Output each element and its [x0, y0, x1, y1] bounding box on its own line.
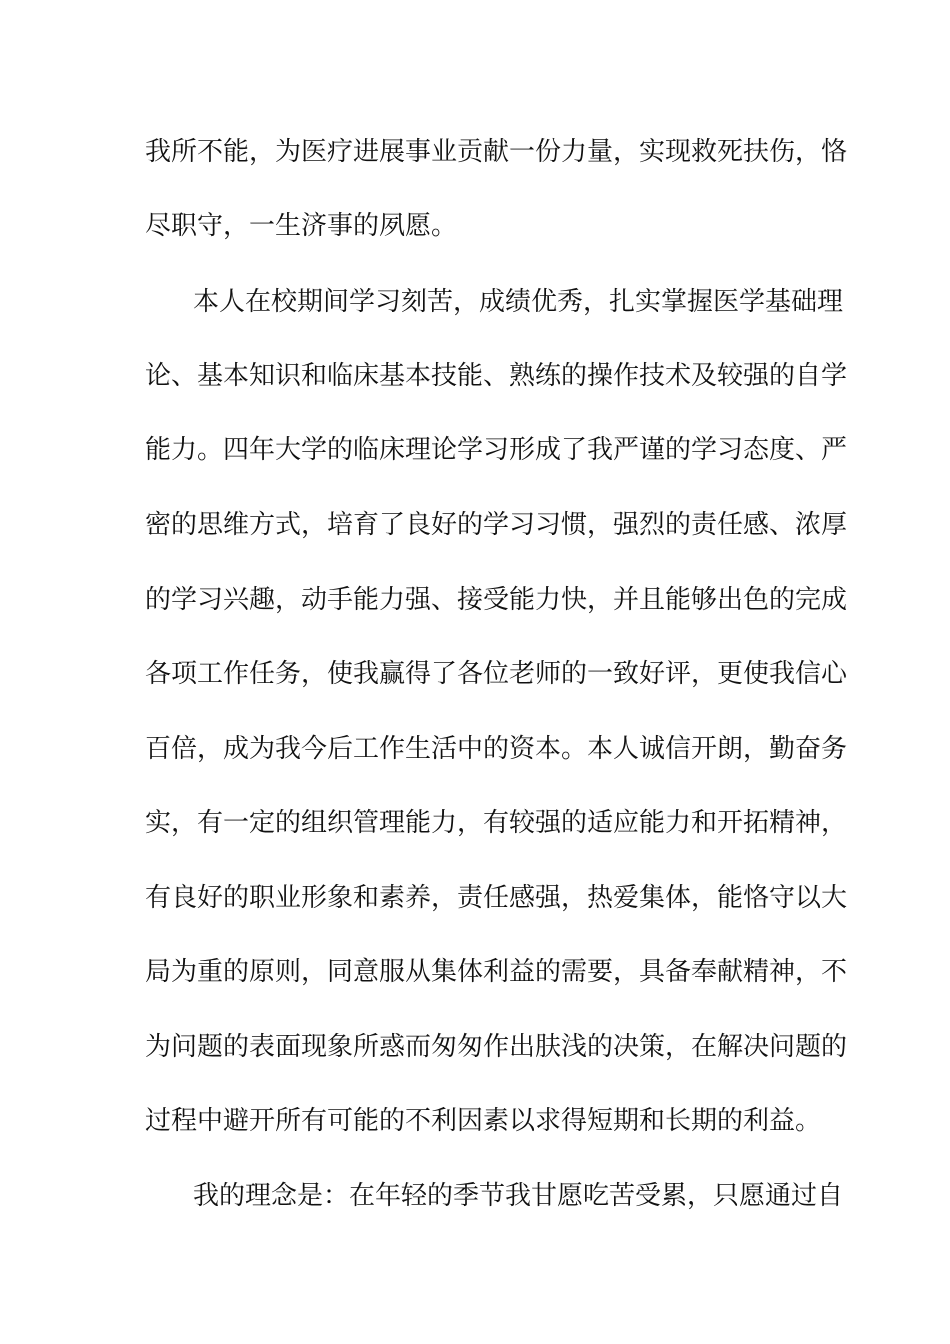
text-line: 我所不能，为医疗进展事业贡献一份力量，实现救死扶伤，恪: [145, 137, 848, 167]
text-line: 实，有一定的组织管理能力，有较强的适应能力和开拓精神，: [145, 808, 848, 838]
text-line: 为问题的表面现象所惑而匆匆作出肤浅的决策，在解决问题的: [145, 1032, 848, 1062]
text-line: 局为重的原则，同意服从集体利益的需要，具备奉献精神，不: [145, 957, 848, 987]
text-line: 各项工作任务，使我赢得了各位老师的一致好评，更使我信心: [145, 659, 848, 689]
text-line: 有良好的职业形象和素养，责任感强，热爱集体，能恪守以大: [145, 883, 848, 913]
text-line: 能力。四年大学的临床理论学习形成了我严谨的学习态度、严: [145, 435, 848, 465]
paragraph-start-line: 我的理念是：在年轻的季节我甘愿吃苦受累，只愿通过自: [193, 1181, 844, 1211]
text-line: 密的思维方式，培育了良好的学习习惯，强烈的责任感、浓厚: [145, 510, 848, 540]
text-line: 论、基本知识和临床基本技能、熟练的操作技术及较强的自学: [145, 361, 848, 391]
text-line: 尽职守，一生济事的夙愿。: [145, 211, 458, 241]
text-line: 百倍，成为我今后工作生活中的资本。本人诚信开朗，勤奋务: [145, 734, 848, 764]
paragraph-start-line: 本人在校期间学习刻苦，成绩优秀，扎实掌握医学基础理: [193, 287, 844, 317]
text-line: 过程中避开所有可能的不利因素以求得短期和长期的利益。: [145, 1106, 822, 1136]
text-line: 的学习兴趣，动手能力强、接受能力快，并且能够出色的完成: [145, 585, 848, 615]
